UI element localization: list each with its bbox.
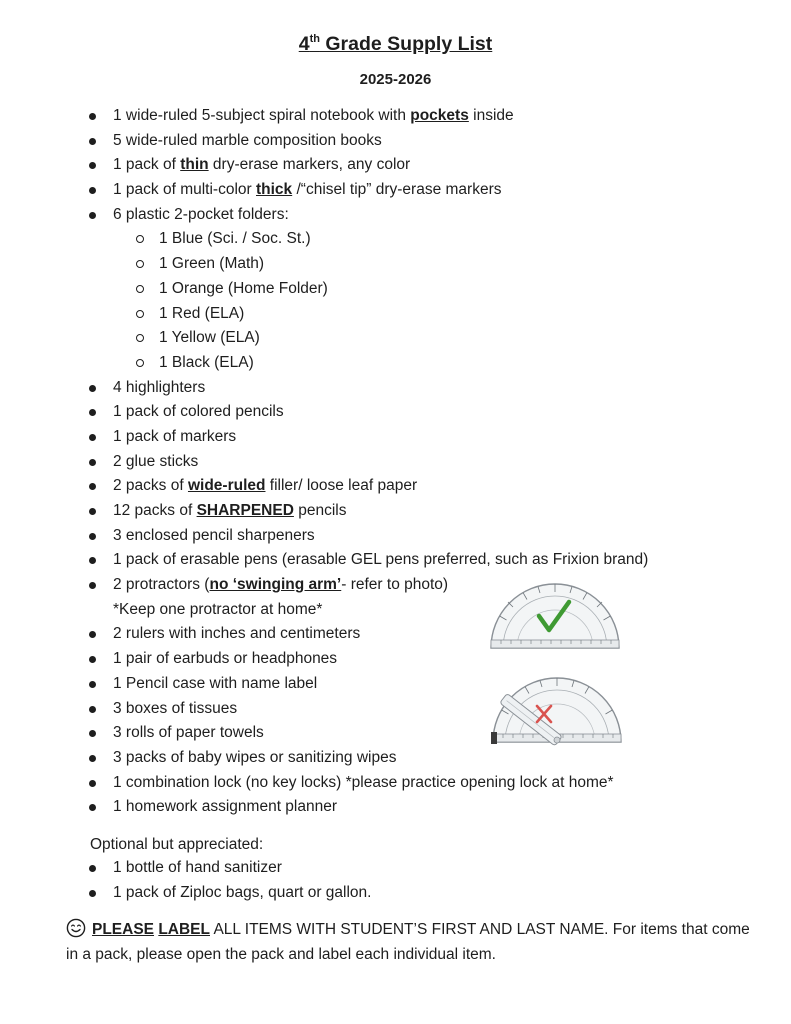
item-emphasis: pockets [410,107,469,124]
list-item [86,450,648,475]
item-text: 3 enclosed pencil sharpeners [113,526,315,544]
sub-bullet-icon [136,310,144,318]
sub-bullet-icon [136,260,144,268]
item-text: 12 packs of [113,502,197,519]
optional-heading: Optional but appreciated: [90,836,264,853]
bullet-icon [89,865,96,872]
item-text: 1 Yellow (ELA) [159,329,260,347]
list-item [86,524,648,549]
folder-item [86,302,648,327]
school-year: 2025-2026 [359,71,432,88]
item-text: 3 rolls of paper towels [113,724,264,742]
item-emphasis: no ‘swinging arm’ [209,576,342,594]
item-text: - refer to photo) [341,576,449,594]
list-item [86,203,648,228]
item-emphasis: SHARPENED [196,502,294,519]
list-item [86,474,648,499]
list-item [86,548,648,573]
sub-bullet-icon [136,235,144,243]
list-item [86,400,648,425]
item-text: 2 glue sticks [113,452,199,470]
item-text: 1 combination lock (no key locks) *please practice opening lock at home* [113,773,614,791]
list-item [86,795,648,820]
title-grade-number: 4 [298,33,310,55]
bullet-icon [89,780,96,787]
item-text: 1 pack of [113,156,181,174]
item-text: 5 wide-ruled marble composition books [113,131,382,149]
sub-bullet-icon [136,359,144,367]
item-text: 2 packs of [113,477,188,495]
optional-item [86,856,371,881]
list-item [86,129,648,154]
list-item [86,104,648,129]
list-item [86,499,648,524]
item-text: 1 pack of erasable pens (erasable GEL pens preferred, such as Frixion brand) [113,551,649,569]
bullet-icon [89,434,96,441]
item-text: 1 Pencil case with name label [113,674,318,692]
item-text: 1 Green (Math) [159,255,265,273]
bullet-icon [89,557,96,564]
protractor-checkmark-icon [487,580,623,652]
item-text: 1 homework assignment planner [113,798,338,816]
item-text: /“chisel tip” dry-erase markers [292,181,502,199]
item-text: 2 rulers with inches and centimeters [113,625,361,643]
item-text: *Keep one protractor at home* [113,600,323,618]
item-text: 1 bottle of hand sanitizer [113,859,282,876]
item-text: 2 protractors ( [113,576,210,594]
list-item [86,771,648,796]
bullet-icon [89,508,96,515]
bullet-icon [89,187,96,194]
item-text: 1 Black (ELA) [159,353,254,371]
bullet-icon [89,706,96,713]
bullet-icon [89,582,96,589]
item-text: 1 pack of Ziploc bags, quart or gallon. [113,883,372,901]
bullet-icon [89,162,96,169]
item-text: 3 packs of baby wipes or sanitizing wipes [113,748,397,766]
item-text: 1 wide-ruled 5-subject spiral notebook with [113,107,411,124]
folder-item [86,351,648,376]
list-item [86,376,648,401]
item-text: filler/ loose leaf paper [265,477,418,495]
bullet-icon [89,890,96,897]
sub-bullet-icon [136,334,144,342]
item-text: 1 pack of multi-color [113,181,256,199]
item-text: 6 plastic 2-pocket folders: [113,205,289,223]
item-text: 1 pack of colored pencils [113,403,284,421]
list-item [86,153,648,178]
item-text: 1 Blue (Sci. / Soc. St.) [159,230,311,248]
item-text: 3 boxes of tissues [113,699,238,717]
bullet-icon [89,385,96,392]
item-text: pencils [293,502,347,519]
item-text: 1 Red (ELA) [159,304,245,322]
bullet-icon [89,138,96,145]
bullet-icon [89,409,96,416]
bullet-icon [89,804,96,811]
item-text: dry-erase markers, any color [208,156,411,174]
item-text: inside [468,107,514,124]
item-emphasis: thick [256,181,293,199]
item-text: 4 highlighters [113,378,206,396]
item-text: 1 pair of earbuds or headphones [113,650,338,668]
smiley-face-icon [66,918,86,938]
bullet-icon [89,533,96,540]
folder-item [86,326,648,351]
bullet-icon [89,681,96,688]
bullet-icon [89,730,96,737]
note-please: PLEASE [92,921,155,938]
page-title [0,33,791,56]
folder-item [86,277,648,302]
bullet-icon [89,631,96,638]
list-item [86,178,648,203]
sub-bullet-icon [136,285,144,293]
title-superscript: th [309,32,320,45]
bullet-icon [89,755,96,762]
labeling-note [66,918,756,967]
protractor-swinging-arm-x-icon [487,666,627,750]
bullet-icon [89,113,96,120]
list-item [86,425,648,450]
bullet-icon [89,656,96,663]
optional-item [86,881,371,906]
item-text: 1 pack of markers [113,427,237,445]
folder-item [86,252,648,277]
note-text: ALL ITEMS WITH STUDENT’S FIRST AND LAST NAME. For items that come in a pack, please open the pack and label each individual item. [66,921,750,963]
bullet-icon [89,459,96,466]
title-text: Grade Supply List [319,33,493,55]
item-text: 1 Orange (Home Folder) [159,279,328,297]
folder-item [86,227,648,252]
item-emphasis: thin [180,156,209,174]
optional-list [86,856,371,905]
item-emphasis: wide-ruled [187,477,266,495]
bullet-icon [89,212,96,219]
bullet-icon [89,483,96,490]
note-label: LABEL [158,921,210,938]
